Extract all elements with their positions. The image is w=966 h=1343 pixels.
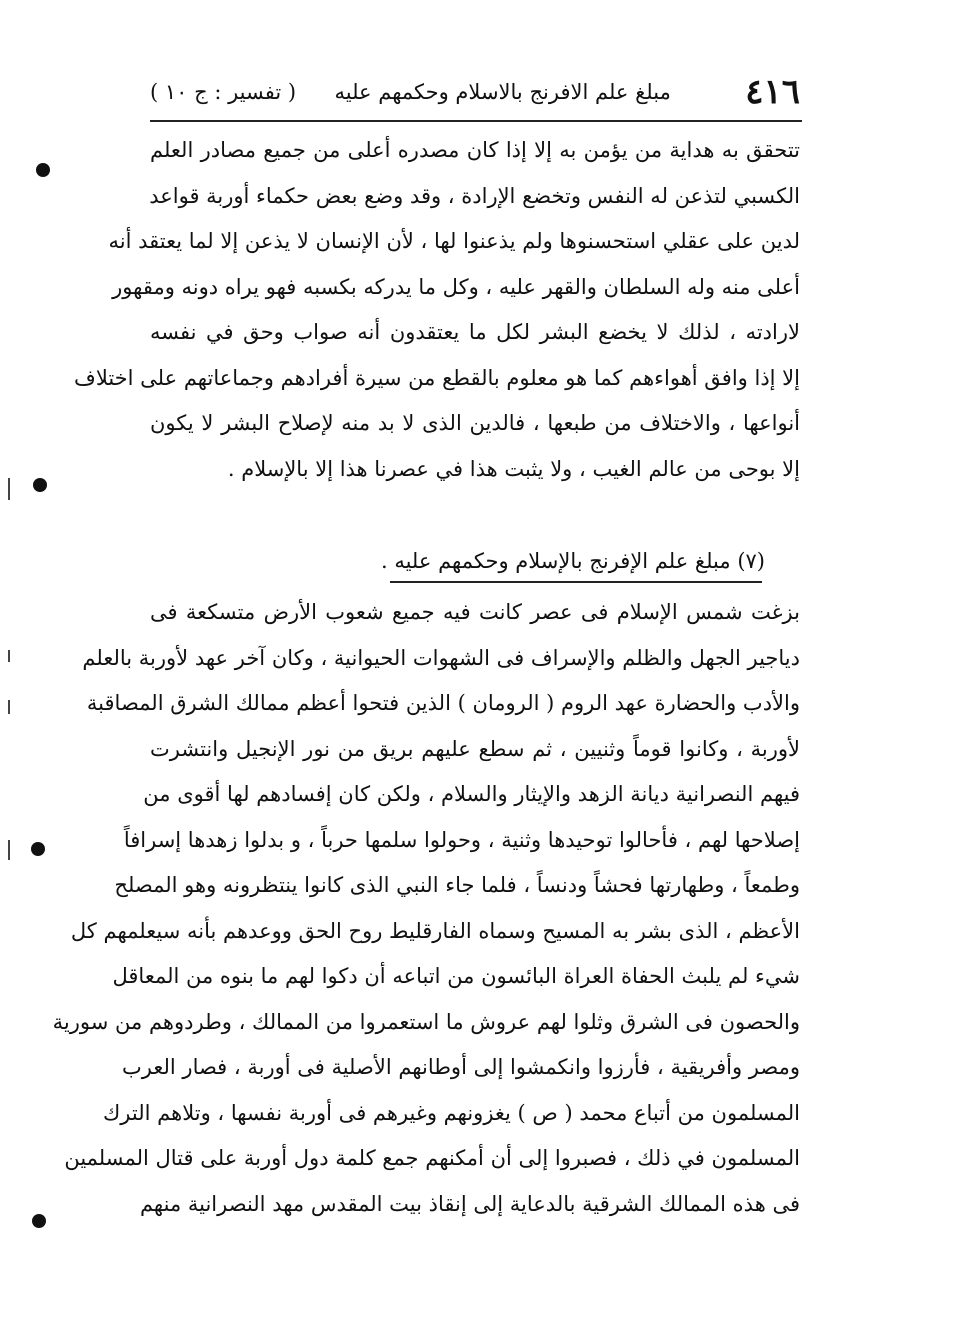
text-line: المسلمون في ذلك ، فصبروا إلى أن أمكنهم جمع كلمة دول أوربة على قتال المسلمين — [64, 1146, 800, 1170]
text-line: وطمعاً ، وطهارتها فحشاً ودنساً ، فلما جاء النبي الذى كانوا ينتظرونه وهو المصلح — [114, 873, 800, 897]
heading-underline — [390, 581, 762, 583]
text-line: شيء لم يلبث الحفاة العراة البائسون من اتباعه أن دكوا لهم ما بنوه من المعاقل — [112, 964, 800, 988]
text-line: لأوربة ، وكانوا قوماً وثنيين ، ثم سطع عليهم بريق من نور الإنجيل وانتشرت — [150, 736, 800, 761]
binding-hole-dot — [32, 1214, 46, 1228]
text-line: لدين على عقلي استحسنوها ولم يذعنوا لها ، لأن الإنسان لا يذعن إلا لما يعتقد أنه — [108, 229, 800, 253]
text-line: المسلمون من أتباع محمد ( ص ) يغزونهم وغيرهم فى أوربة نفسها ، وتلاهم الترك — [103, 1100, 800, 1125]
binding-hole-dot — [31, 842, 45, 856]
running-title: مبلغ علم الافرنج بالاسلام وحكمهم عليه — [334, 80, 671, 104]
volume-reference: ( تفسير : ج ١٠ ) — [150, 80, 297, 104]
text-line: فى هذه الممالك الشرقية بالدعاية إلى إنقاذ بيت المقدس مهد النصرانية منهم — [139, 1191, 800, 1216]
margin-mark — [8, 478, 10, 500]
margin-mark — [8, 840, 10, 860]
binding-hole-dot — [33, 478, 47, 492]
binding-hole-dot — [36, 163, 50, 177]
text-line: الكسبي لتذعن له النفس وتخضع الإرادة ، وقد وضع بعض حكماء أوربة قواعد — [149, 183, 800, 208]
page-number: ٤١٦ — [745, 72, 800, 112]
page-header — [150, 68, 800, 116]
text-line: بزغت شمس الإسلام فى عصر كانت فيه جميع شعوب الأرض متسكعة فى — [150, 600, 800, 624]
text-line: فيهم النصرانية ديانة الزهد والإيثار والسلام ، ولكن كان إفسادهم لها أقوى من — [143, 782, 800, 806]
paragraph-1 — [74, 128, 800, 492]
text-line: إصلاحها لهم ، فأحالوا توحيدها وثنية ، وحولوا سلمها حرباً ، و بدلوا زهدها إسرافاً — [123, 827, 800, 852]
header-rule — [150, 120, 802, 122]
margin-mark — [8, 650, 10, 662]
text-line: والحصون فى الشرق وثلوا لهم عروش ما استعمروا من الممالك ، وطردوهم من سورية — [52, 1009, 800, 1034]
text-line: أعلى منه وله السلطان والقهر عليه ، وكل ما يدركه بكسبه فهو يراه دونه ومقهور — [112, 274, 800, 299]
text-line: إلا بوحى من عالم الغيب ، ولا يثبت هذا في عصرنا هذا إلا بالإسلام . — [227, 456, 800, 481]
paragraph-2 — [52, 590, 800, 1227]
text-line: والأدب والحضارة عهد الروم ( الرومان ) الذين فتحوا أعظم ممالك الشرق المصاقبة — [86, 691, 800, 715]
text-line: ومصر وأفريقية ، فأرزوا وانكمشوا إلى أوطانهم الأصلية فى أوربة ، فصار العرب — [122, 1055, 800, 1079]
text-line: الأعظم ، الذى بشر به المسيح وسماه الفارقليط روح الحق ووعدهم بأنه سيعلمهم كل — [70, 918, 800, 943]
margin-mark — [8, 700, 10, 714]
section-heading: (٧) مبلغ علم الإفرنج بالإسلام وحكمهم عليه . — [380, 549, 765, 573]
text-line: دياجير الجهل والظلم والإسراف فى الشهوات الحيوانية ، وكان آخر عهد لأوربة بالعلم — [82, 645, 800, 670]
text-line: أنواعها ، والاختلاف من طبعها ، فالدين الذى لا بد منه لإصلاح البشر لا يكون — [150, 411, 800, 435]
text-line: إلا إذا وافق أهواءهم كما هو معلوم بالقطع من سيرة أفرادهم وجماعاتهم على اختلاف — [74, 365, 800, 390]
text-line: لارادته ، لذلك لا يخضع البشر لكل ما يعتقدون أنه صواب وحق في نفسه — [150, 320, 800, 344]
text-line: تتحقق به هداية من يؤمن به إلا إذا كان مصدره أعلى من جميع مصادر العلم — [150, 138, 800, 162]
